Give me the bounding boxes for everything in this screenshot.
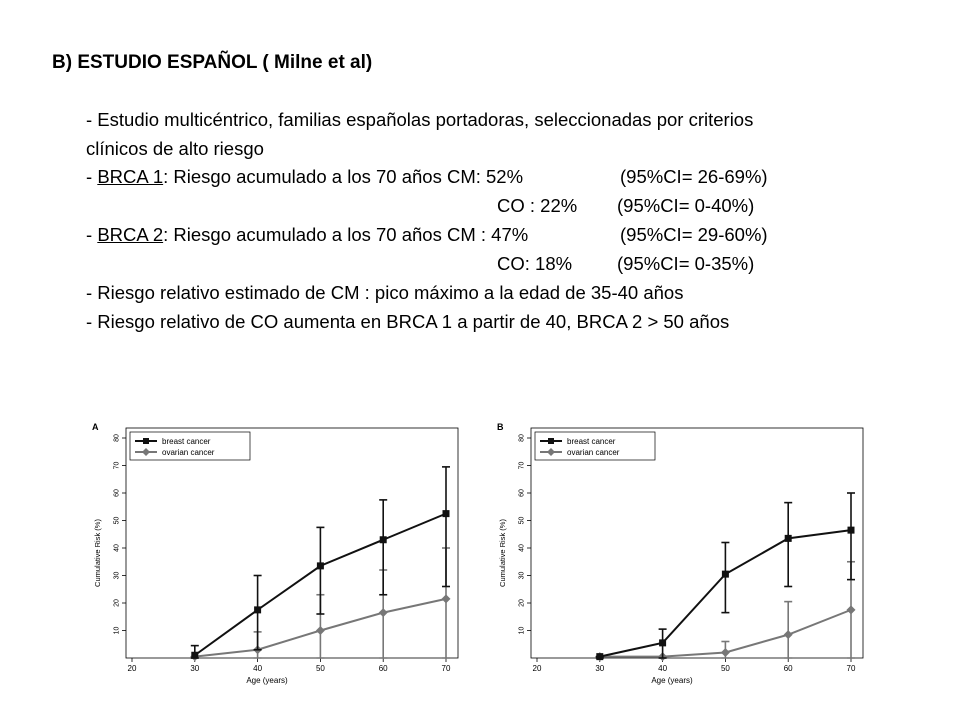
legend-marker: [548, 438, 554, 444]
data-point: [380, 536, 387, 543]
y-tick-label: 70: [518, 461, 526, 470]
bullet-brca2: [86, 224, 528, 246]
bullet-relative-risk-cm: - Riesgo relativo estimado de CM : pico máximo a la edad de 35-40 años: [86, 282, 684, 303]
brca1-co-ci: (95%CI= 0-40%): [617, 195, 755, 216]
y-tick-label: 30: [518, 571, 526, 580]
x-tick-label: 20: [532, 664, 542, 673]
y-axis-label: Cumulative Risk (%): [93, 519, 102, 587]
brca2-co-ci: (95%CI= 0-35%): [617, 253, 755, 274]
x-tick-label: 30: [595, 664, 605, 673]
series-breast-cancer: [596, 493, 855, 660]
x-tick-label: 20: [127, 664, 137, 673]
x-axis-label: Age (years): [246, 676, 288, 685]
y-tick-label: 20: [518, 599, 526, 607]
legend: [535, 432, 655, 460]
brca1-co: CO : 22%: [497, 195, 578, 216]
chart-panel-a: [88, 418, 468, 690]
bullet-study-line2: clínicos de alto riesgo: [86, 138, 264, 159]
y-tick-label: 10: [518, 626, 526, 635]
data-point: [596, 653, 603, 660]
y-tick-label: 10: [113, 626, 121, 635]
bullet-relative-risk-co: - Riesgo relativo de CO aumenta en BRCA 1 a partir de 40, BRCA 2 > 50 años: [86, 311, 730, 332]
y-axis-label: Cumulative Risk (%): [498, 519, 507, 587]
bullet-prefix: -: [86, 224, 98, 245]
x-tick-label: 40: [658, 664, 668, 673]
data-point: [191, 652, 198, 659]
legend-label: breast cancer: [567, 437, 616, 446]
bullet-brca1: [86, 166, 523, 188]
legend-label: breast cancer: [162, 437, 211, 446]
y-tick-label: 30: [113, 571, 121, 580]
data-point: [317, 562, 324, 569]
y-tick-label: 80: [518, 434, 526, 442]
y-tick-label: 50: [113, 516, 121, 525]
y-tick-label: 70: [113, 461, 121, 470]
data-point: [721, 648, 730, 657]
y-tick-label: 50: [518, 516, 526, 525]
bullet-prefix: -: [86, 166, 98, 187]
brca2-ci: (95%CI= 29-60%): [620, 224, 768, 245]
brca1-text: : Riesgo acumulado a los 70 años CM: 52%: [163, 166, 524, 187]
x-axis-label: Age (years): [651, 676, 693, 685]
legend-label: ovarian cancer: [162, 448, 215, 457]
brca1-ci: (95%CI= 26-69%): [620, 166, 768, 187]
brca1-label: BRCA 1: [97, 166, 164, 187]
legend-label: ovarian cancer: [567, 448, 620, 457]
x-tick-label: 50: [315, 664, 325, 673]
y-tick-label: 80: [113, 434, 121, 442]
chart-panel-b: [493, 418, 873, 690]
data-point: [442, 594, 451, 603]
bullet-study-line1: - Estudio multicéntrico, familias españolas portadoras, seleccionadas por criterios: [86, 109, 754, 130]
slide-heading: B) ESTUDIO ESPAÑOL ( Milne et al): [52, 52, 373, 73]
data-point: [848, 527, 855, 534]
panel-label: A: [92, 422, 99, 432]
y-tick-label: 20: [113, 599, 121, 607]
y-tick-label: 40: [518, 544, 526, 552]
panel-label: B: [497, 422, 504, 432]
plot-frame: [531, 428, 863, 658]
plot-frame: [126, 428, 458, 658]
data-point: [443, 510, 450, 517]
data-point: [254, 606, 261, 613]
x-tick-label: 50: [720, 664, 730, 673]
legend: [130, 432, 250, 460]
x-tick-label: 70: [441, 664, 451, 673]
legend-marker: [143, 438, 149, 444]
x-tick-label: 60: [783, 664, 793, 673]
y-tick-label: 60: [518, 489, 526, 497]
data-point: [379, 608, 388, 617]
data-point: [847, 605, 856, 614]
y-tick-label: 40: [113, 544, 121, 552]
x-tick-label: 70: [846, 664, 856, 673]
brca2-text: : Riesgo acumulado a los 70 años CM : 47%: [163, 224, 529, 245]
data-point: [784, 630, 793, 639]
data-point: [659, 639, 666, 646]
brca2-co: CO: 18%: [497, 253, 573, 274]
data-point: [722, 571, 729, 578]
y-tick-label: 60: [113, 489, 121, 497]
x-tick-label: 30: [190, 664, 200, 673]
data-point: [316, 626, 325, 635]
data-point: [785, 535, 792, 542]
x-tick-label: 40: [253, 664, 263, 673]
x-tick-label: 60: [378, 664, 388, 673]
brca2-label: BRCA 2: [97, 224, 164, 245]
